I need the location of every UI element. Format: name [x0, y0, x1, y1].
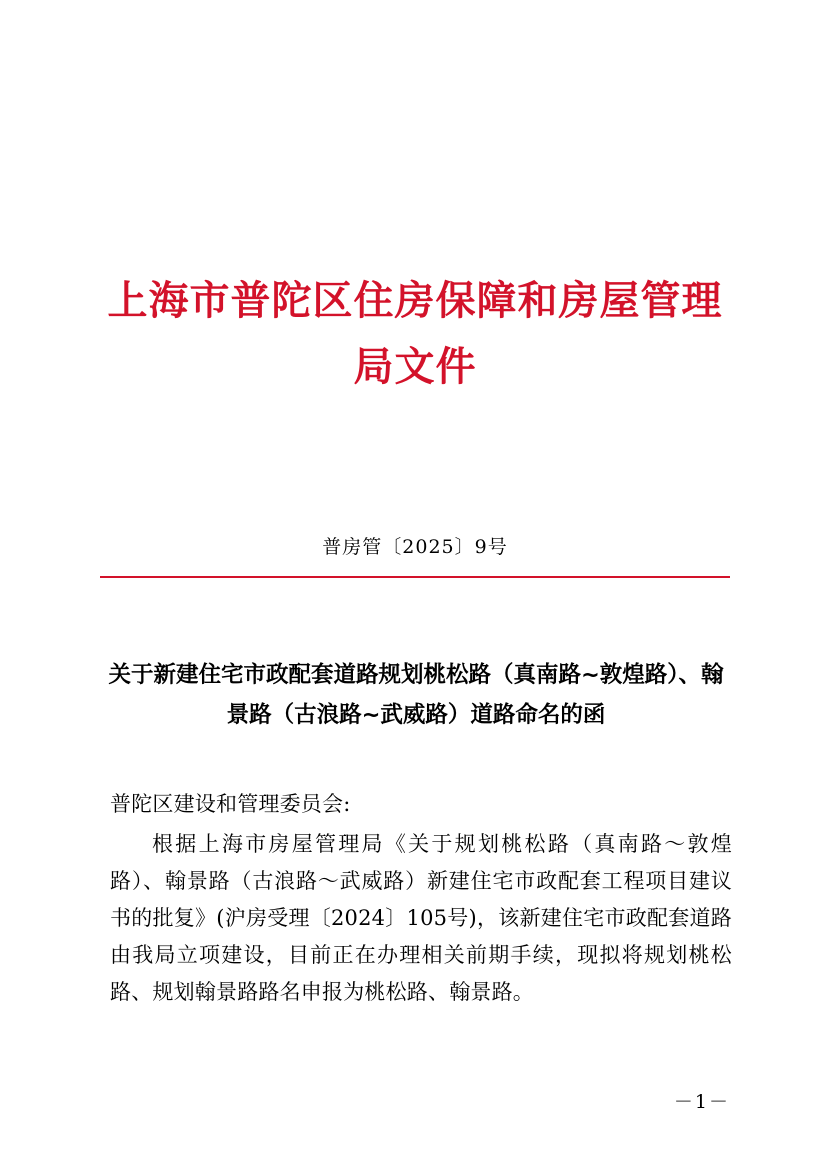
- red-divider-rule: [100, 576, 730, 578]
- document-header: [100, 268, 730, 400]
- recipient-salutation: 普陀区建设和管理委员会:: [110, 792, 351, 816]
- document-subject-title: 关于新建住宅市政配套道路规划桃松路（真南路~敦煌路）、翰景路（古浪路~武威路）道路命名的函: [108, 662, 724, 728]
- document-number: 普房管〔2025〕9号: [322, 536, 508, 558]
- page-number: －1－: [673, 1091, 730, 1113]
- body-paragraph-1: 根据上海市房屋管理局《关于规划桃松路（真南路～敦煌路）、翰景路（古浪路～武威路）新建住宅市政配套工程项目建议书的批复》(沪房受理〔2024〕105号)，该新建住宅市政配套道路由我局立项建设，目前正在办理相关前期手续，现拟将规划桃松路、规划翰景路路名申报为桃松路、翰景路。: [110, 832, 732, 1004]
- issuing-authority-title: 上海市普陀区住房保障和房屋管理局文件: [107, 278, 723, 390]
- document-body: [110, 786, 732, 1011]
